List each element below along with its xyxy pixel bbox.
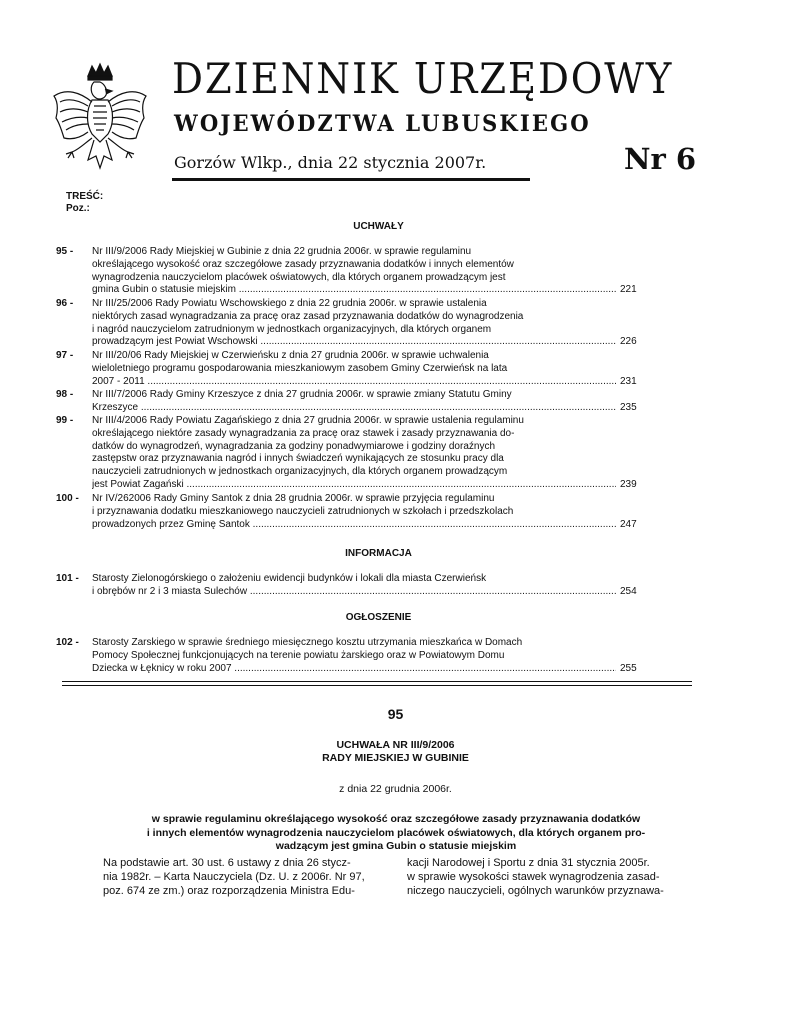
toc-entry-line: wieloletniego programu gospodarowania mieszkaniowym zasobem Gminy Czerwieńsk na lata	[92, 362, 508, 374]
issue-date: Gorzów Wlkp., dnia 22 stycznia 2007r.	[174, 153, 487, 172]
body-line: Na podstawie art. 30 ust. 6 ustawy z dnia 26 stycz-	[103, 857, 351, 869]
body-column-right	[407, 856, 698, 898]
toc-entry-number: 102 -	[56, 637, 79, 648]
toc-entry-number: 98 -	[56, 389, 74, 400]
toc-entry-line: datków do wynagrodzeń, wynagradzania za godziny ponadwymiarowe i godziny doraźnych	[92, 440, 496, 452]
act-number: 95	[387, 706, 404, 722]
toc-entry-text	[92, 350, 616, 388]
toc-entry-line: wynagrodzenia nauczycielom placówek oświatowych, dla których organem prowadzącym jest	[92, 271, 506, 283]
toc-entry-line: Nr III/20/06 Rady Miejskiej w Czerwieńsku z dnia 27 grudnia 2006r. w sprawie uchwalenia	[92, 350, 489, 361]
toc-entry-page: 255	[620, 662, 637, 674]
toc-entry-page: 235	[620, 401, 637, 413]
toc-entry-line: określającego niektóre zasady wynagradzania za pracę oraz stawek i zasady przyznawania do-	[92, 427, 515, 439]
toc-entry-line: Nr III/7/2006 Rady Gminy Krzeszyce z dnia 27 grudnia 2006r. w sprawie zmiany Statutu Gminy	[92, 389, 512, 400]
act-subject-line: wadzącym jest gmina Gubin o statusie miejskim	[275, 840, 517, 852]
toc-entry-text	[92, 637, 616, 675]
toc-entry-number: 101 -	[56, 573, 79, 584]
act-subject	[105, 813, 687, 854]
polish-eagle-emblem-icon	[50, 62, 150, 174]
toc-entry-line: prowadzonych przez Gminę Santok .....	[92, 519, 616, 532]
toc-entry[interactable]	[56, 637, 696, 675]
toc-entry-number: 100 -	[56, 493, 79, 504]
act-title-line-1: UCHWAŁA NR III/9/2006	[336, 739, 455, 751]
toc-entry-text	[92, 493, 616, 531]
toc-entry-line: Nr IV/262006 Rady Gminy Santok z dnia 28 grudnia 2006r. w sprawie przyjęcia regulaminu	[92, 493, 495, 504]
toc-entry-line: Nr III/25/2006 Rady Powiatu Wschowskiego z dnia 22 grudnia 2006r. w sprawie ustalenia	[92, 298, 487, 309]
toc-entry-text	[92, 415, 616, 492]
toc-entry-line: prowadzącym jest Powiat Wschowski .....	[92, 336, 616, 349]
act-title-line-2: RADY MIEJSKIEJ W GUBINIE	[322, 752, 469, 764]
toc-entry-page: 226	[620, 336, 637, 348]
toc-entry[interactable]	[56, 246, 696, 297]
toc-entry-number: 97 -	[56, 350, 74, 361]
toc-entry[interactable]	[56, 350, 696, 388]
toc-entry-line: niektórych zasad wynagradzania za pracę oraz zasad przyznawania dodatków do wynagrodzenia	[92, 310, 524, 322]
toc-entry-line: i nagród nauczycielom zatrudnionym w jednostkach organizacyjnych, dla których organem	[92, 323, 492, 335]
double-separator	[62, 681, 692, 686]
toc-entry-line: nauczycieli zatrudnionych w jednostkach organizacyjnych, dla których organem prowadzącym	[92, 466, 508, 478]
body-line: kacji Narodowej i Sportu z dnia 31 stycznia 2005r.	[407, 857, 650, 869]
body-line: poz. 674 ze zm.) oraz rozporządzenia Ministra Edu-	[103, 885, 355, 897]
toc-section-heading: INFORMACJA	[345, 548, 412, 559]
toc-entry-line: określającego wysokość oraz szczegółowe zasady przyznawania dodatków i innych elementów	[92, 258, 514, 270]
toc-entry-line: 2007 - 2011 .....	[92, 376, 616, 389]
toc-entry-number: 96 -	[56, 298, 74, 309]
toc-entry[interactable]	[56, 493, 696, 531]
toc-entry[interactable]	[56, 389, 696, 415]
toc-entry[interactable]	[56, 573, 696, 599]
toc-heading: TREŚĆ:	[66, 191, 104, 202]
toc-entry-text	[92, 298, 616, 349]
body-column-left	[103, 856, 394, 898]
toc-entry-page: 239	[620, 479, 637, 490]
header-rule	[172, 178, 530, 181]
journal-subtitle: WOJEWÓDZTWA LUBUSKIEGO	[174, 111, 591, 137]
toc-entry[interactable]	[56, 298, 696, 349]
toc-section-heading: UCHWAŁY	[353, 221, 404, 232]
toc-entry-line: zastępstw oraz przyznawania nagród i innych świadczeń wynikających ze stosunku pracy dla	[92, 453, 504, 465]
toc-entry-text	[92, 573, 616, 599]
toc-entry-line: Starosty Zielonogórskiego o założeniu ewidencji budynków i lokali dla miasta Czerwieńsk	[92, 573, 487, 584]
act-subject-line: i innych elementów wynagrodzenia nauczycielom placówek oświatowych, dla których organem pro-	[146, 826, 646, 839]
issue-number: Nr 6	[624, 142, 697, 176]
toc-entry-line: Nr III/9/2006 Rady Miejskiej w Gubinie z dnia 22 grudnia 2006r. w sprawie regulaminu	[92, 246, 472, 257]
toc-entry-number: 95 -	[56, 246, 74, 257]
journal-title: DZIENNIK URZĘDOWY	[172, 54, 674, 103]
toc-entry-line: i przyznawania dodatku mieszkaniowego nauczycieli zatrudnionych w szkołach i przedszkolach	[92, 505, 514, 517]
toc-entry[interactable]	[56, 415, 696, 492]
toc-entry-line: Dziecka w Łęknicy w roku 2007 .....	[92, 663, 616, 676]
body-line: nia 1982r. – Karta Nauczyciela (Dz. U. z 2006r. Nr 97,	[103, 871, 365, 883]
toc-entry-text	[92, 389, 616, 415]
toc-entry-page: 231	[620, 375, 637, 387]
toc-entry-number: 99 -	[56, 415, 74, 426]
toc-entry-line: Pomocy Społecznej funkcjonujących na terenie powiatu żarskiego oraz w Powiatowym Domu	[92, 649, 505, 661]
toc-entry-page: 221	[620, 284, 637, 296]
toc-entry-line: jest Powiat Żagański .....	[92, 479, 616, 492]
toc-entry-line: gmina Gubin o statusie miejskim .....	[92, 284, 616, 297]
toc-poz-label: Poz.:	[66, 203, 90, 214]
act-subject-line: w sprawie regulaminu określającego wysokość oraz szczegółowe zasady przyznawania dodatków	[151, 813, 641, 825]
toc-entry-line: Nr III/4/2006 Rady Powiatu Żagańskiego z dnia 27 grudnia 2006r. w sprawie ustalenia regulaminu	[92, 415, 524, 426]
toc-entry-line: Starosty Żarskiego w sprawie średniego miesięcznego kosztu utrzymania mieszkańca w Domach	[92, 637, 523, 648]
toc-entry-line: Krzeszyce .....	[92, 402, 616, 415]
toc-section-heading: OGŁOSZENIE	[345, 612, 412, 623]
toc-entry-line: i obrębów nr 2 i 3 miasta Sulechów .....	[92, 586, 616, 599]
body-line: niczego nauczycieli, ogólnych warunków przyznawa-	[407, 885, 664, 897]
toc-entry-page: 247	[620, 518, 637, 530]
act-date: z dnia 22 grudnia 2006r.	[339, 783, 452, 795]
toc-entry-page: 254	[620, 585, 637, 597]
body-line: w sprawie wysokości stawek wynagrodzenia zasad-	[407, 871, 660, 883]
toc-entry-text	[92, 246, 616, 297]
